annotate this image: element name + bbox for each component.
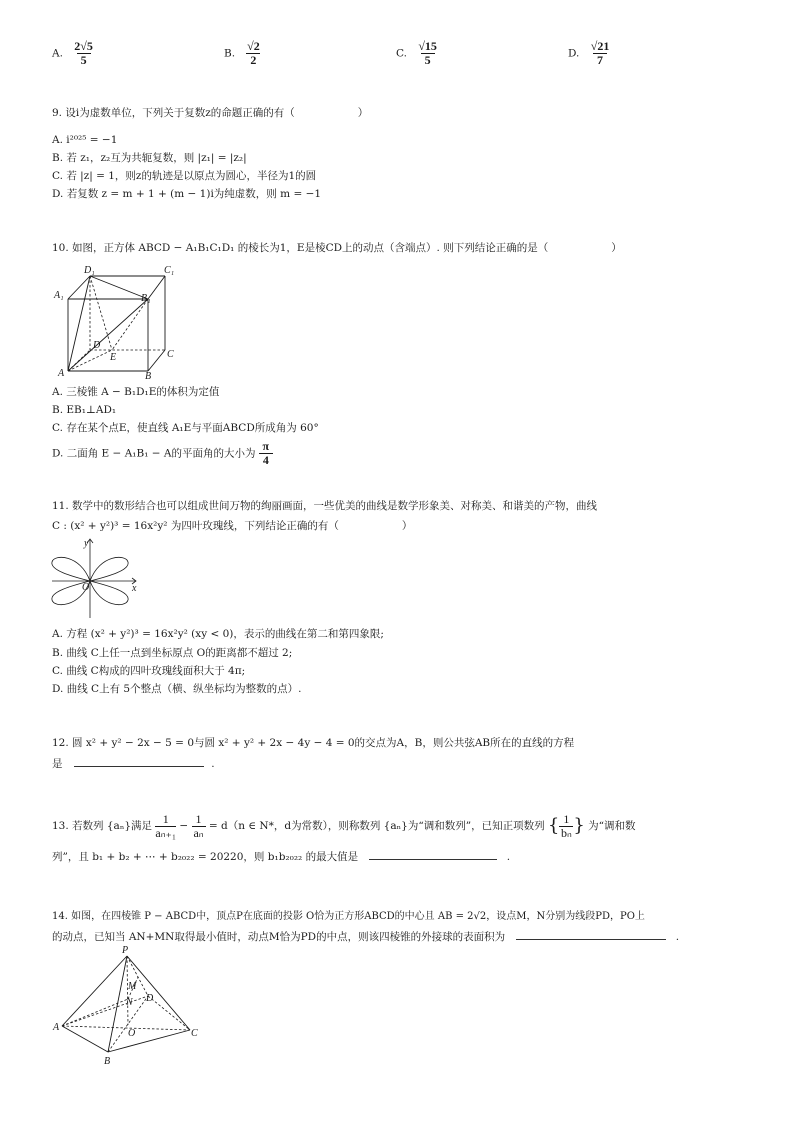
q13-stem-line1: 13. 若数列 {aₙ}满足 $\frac{1}{\text{aₙ₊₁}}$ − $\frac{1}{\text{aₙ}}$ = d（n ∈ N*，d为常数），则称数列 {aₙ}为“调和数列”，已知正项数列 { $\frac{1}{\text{bₙ}}$ } 为“调和数: [52, 811, 636, 840]
q10-option-c: C. 存在某个点E，使直线 A₁E与平面ABCD所成角为 60°: [52, 422, 319, 434]
label-D: D: [93, 340, 101, 351]
q9-option-c: C. 若 |z| = 1，则z的轨迹是以原点为圆心，半径为1的圆: [52, 170, 317, 182]
q9-option-b: B. 若 z₁，z₂互为共轭复数，则 |z₁| = |z₂|: [52, 152, 247, 164]
label-O: O: [128, 1028, 136, 1039]
q10-cube-figure: [50, 262, 190, 380]
label-O: O: [82, 582, 90, 593]
label-A1: A₁: [54, 290, 64, 301]
label-N: N: [126, 997, 133, 1008]
label-E: E: [110, 352, 117, 363]
q12-stem-line1: 12. 圆 x² + y² − 2x − 5 = 0与圆 x² + y² + 2x − 4y − 4 = 0的交点为A，B，则公共弦AB所在的直线的方程: [52, 737, 575, 749]
q11-stem-line1: 11. 数学中的数形结合也可以组成世间万物的绚丽画面，一些优美的曲线是数学形象美、对称美、和谐美的产物，曲线: [52, 500, 598, 512]
q8-option-d-fraction: $\frac{√21}{7}$: [590, 39, 610, 67]
q14-pyramid-figure: [50, 944, 210, 1068]
rose-petal-2: [52, 557, 90, 581]
label-B: B: [145, 371, 152, 380]
label-A: A: [53, 1022, 60, 1033]
q11-option-b: B. 曲线 C上任一点到坐标原点 O的距离都不超过 2;: [52, 647, 293, 659]
label-x: x: [132, 583, 137, 594]
q9-stem: 9. 设i为虚数单位，下列关于复数z的命题正确的有（ ）: [52, 107, 369, 119]
q8-option-a-fraction: $\frac{2√5}{5}$: [74, 39, 93, 67]
label-P: P: [122, 945, 129, 956]
label-C: C: [167, 349, 174, 360]
label-A: A: [58, 368, 65, 379]
q11-option-c: C. 曲线 C构成的四叶玫瑰线面积大于 4π;: [52, 665, 246, 677]
q14-stem-line1: 14. 如图，在四棱锥 P − ABCD中，顶点P在底面的投影 O恰为正方形ABCD的中心且 AB = 2√2，设点M，N分别为线段PD，PO上: [52, 911, 645, 922]
q14-stem-line2: 的动点，已知当 AN+MN取得最小值时，动点M恰为PD的中点，则该四棱锥的外接球的表面积为 .: [52, 931, 680, 943]
label-C1: C₁: [164, 265, 175, 276]
label-M: M: [128, 981, 137, 992]
q9-option-a: A. i²⁰²⁵ = −1: [52, 134, 118, 146]
label-y: y: [84, 538, 89, 549]
label-D1: D₁: [84, 265, 95, 276]
q8-option-b: B. $\frac{√2}{2}$: [224, 39, 260, 67]
label-C: C: [191, 1028, 198, 1039]
q8-option-b-fraction: $\frac{√2}{2}$: [247, 39, 260, 67]
rose-petal-4: [90, 581, 128, 605]
q10-option-d-fraction: $\frac{\pi}{4}$: [259, 440, 273, 467]
q10-option-d: D. 二面角 E − A₁B₁ − A的平面角的大小为 $\frac{\pi}{4}$: [52, 440, 273, 467]
q9-option-d: D. 若复数 z = m + 1 + (m − 1)i为纯虚数，则 m = −1: [52, 188, 322, 200]
q8-option-d: D. $\frac{√21}{7}$: [568, 39, 610, 67]
label-D: D: [146, 993, 154, 1004]
q13-answer-blank[interactable]: [369, 849, 497, 860]
q13-stem-line2: 列”，且 b₁ + b₂ + ⋯ + b₂₀₂₂ = 20220，则 b₁b₂₀₂₂ 的最大值是 .: [52, 851, 511, 863]
q11-stem-line2: C : (x² + y²)³ = 16x²y² 为四叶玫瑰线，下列结论正确的有（ ）: [52, 520, 413, 532]
q14-answer-blank[interactable]: [516, 929, 666, 940]
rose-petal-1: [90, 557, 128, 581]
q8-option-c: C. $\frac{√15}{5}$: [396, 39, 437, 67]
q11-option-d: D. 曲线 C上有 5个整点（横、纵坐标均为整数的点）.: [52, 683, 302, 695]
q8-option-a: A. $\frac{2√5}{5}$: [52, 39, 93, 67]
q13-fraction-3: $\frac{1}{\text{bₙ}}$: [560, 811, 572, 840]
q11-option-a: A. 方程 (x² + y²)³ = 16x²y² (xy < 0)，表示的曲线在第二和第四象限;: [52, 628, 384, 640]
q10-option-a: A. 三棱锥 A − B₁D₁E的体积为定值: [52, 386, 220, 398]
q8-option-c-fraction: $\frac{√15}{5}$: [418, 39, 437, 67]
label-B: B: [104, 1056, 111, 1067]
q11-rose-figure: [50, 536, 142, 622]
q10-stem: 10. 如图，正方体 ABCD − A₁B₁C₁D₁ 的棱长为1，E是棱CD上的动点（含端点）. 则下列结论正确的是（ ）: [52, 242, 622, 254]
q13-fraction-2: $\frac{1}{\text{aₙ}}$: [193, 811, 204, 840]
q13-fraction-1: $\frac{1}{\text{aₙ₊₁}}$: [155, 811, 177, 840]
q12-answer-blank[interactable]: [74, 756, 204, 767]
q12-stem-line2: 是 .: [52, 758, 215, 770]
label-B1: B₁: [141, 293, 151, 304]
q10-option-b: B. EB₁⊥AD₁: [52, 404, 117, 416]
